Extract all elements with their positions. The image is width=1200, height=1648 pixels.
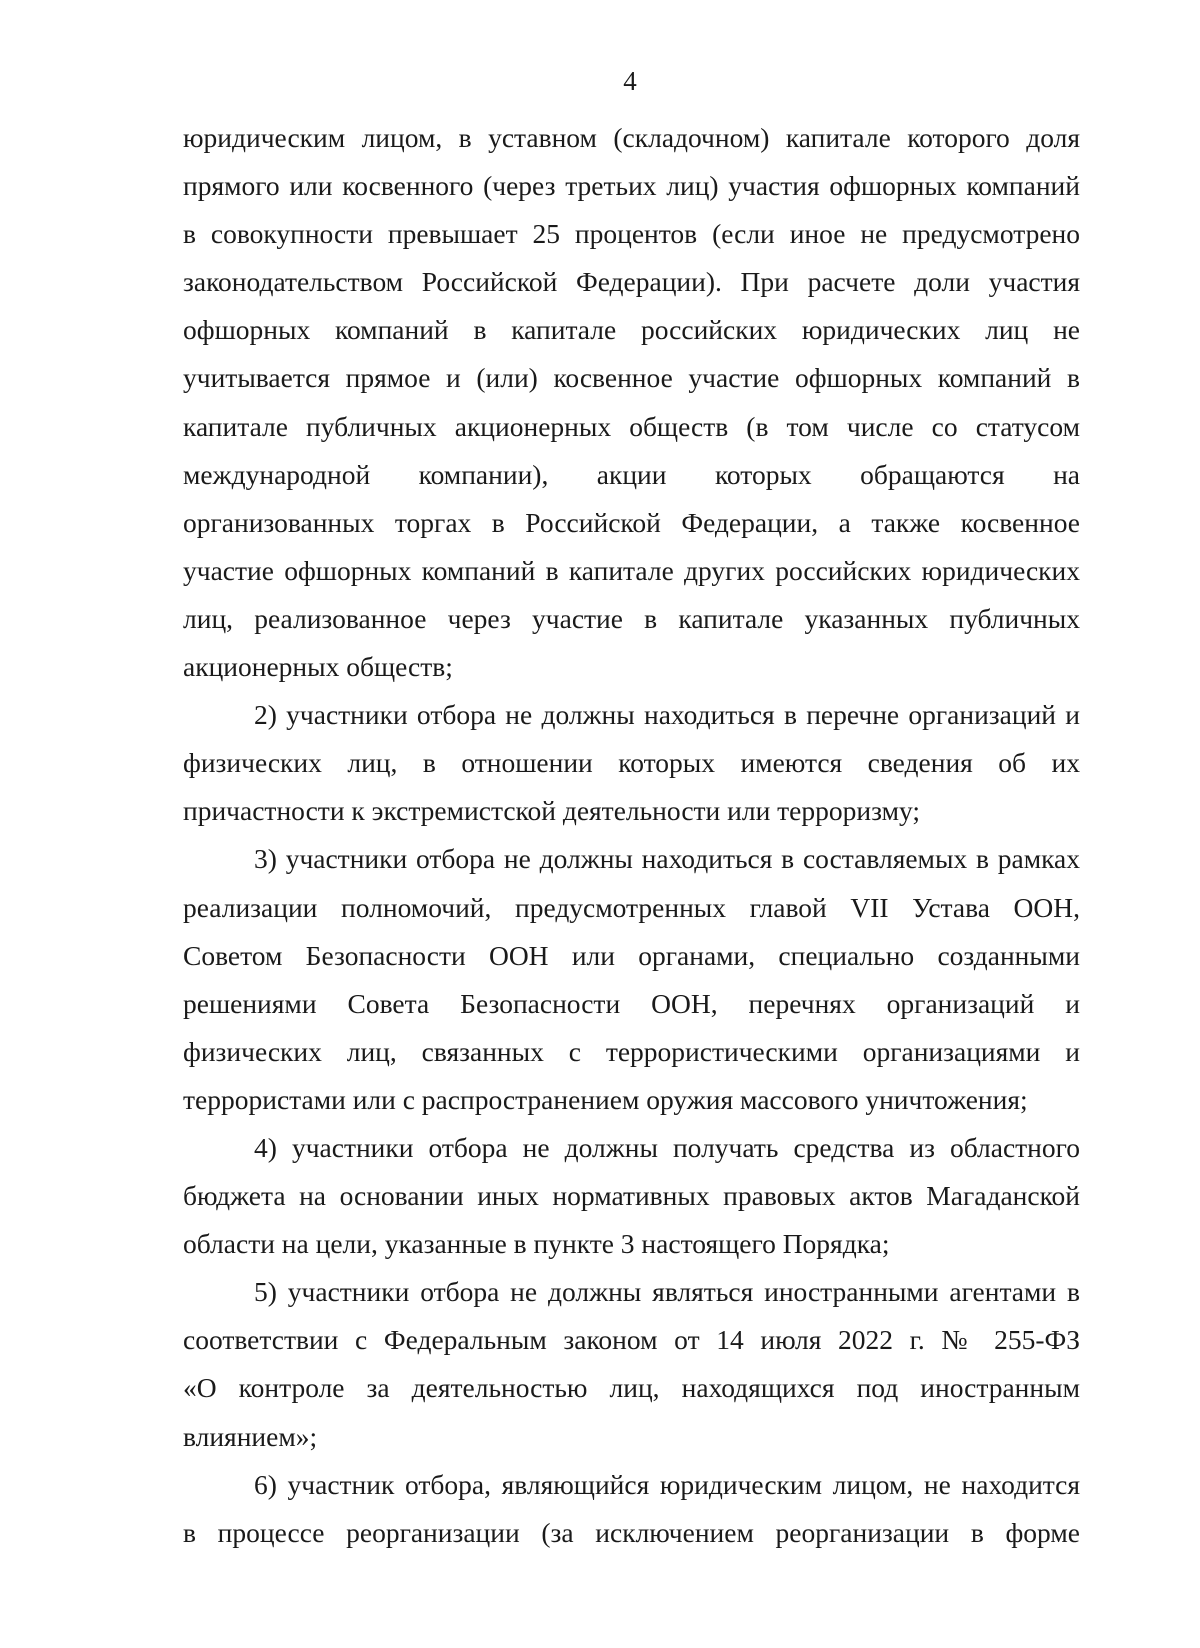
text-line: 6) участник отбора, являющийся юридическим лицом, не находится <box>254 1468 1080 1500</box>
text-line: участие офшорных компаний в капитале других российских юридических <box>183 554 1080 586</box>
text-line: лиц, реализованное через участие в капитале указанных публичных <box>183 602 1080 634</box>
text-line: учитывается прямое и (или) косвенное участие офшорных компаний в <box>183 362 1080 394</box>
text-line: реализации полномочий, предусмотренных главой VII Устава ООН, <box>183 891 1080 923</box>
page-number: 4 <box>623 66 637 96</box>
text-line: решениями Совета Безопасности ООН, перечнях организаций и <box>183 987 1080 1019</box>
text-line: «О контроле за деятельностью лиц, находящихся под иностранным <box>183 1372 1080 1404</box>
paragraph-p3 <box>183 835 1080 1124</box>
text-line: 5) участники отбора не должны являться иностранными агентами в <box>254 1276 1080 1308</box>
text-line: офшорных компаний в капитале российских юридических лиц не <box>183 314 1080 346</box>
text-line: физических лиц, связанных с террористическими организациями и <box>183 1035 1080 1067</box>
text-line: 3) участники отбора не должны находиться в составляемых в рамках <box>254 843 1080 875</box>
text-line: организованных торгах в Российской Федерации, а также косвенное <box>183 506 1080 538</box>
text-line: области на цели, указанные в пункте 3 настоящего Порядка; <box>183 1228 890 1260</box>
paragraph-p1 <box>183 114 1080 691</box>
text-line: международной компании), акции которых обращаются на <box>183 458 1080 490</box>
paragraph-p5 <box>183 1268 1080 1460</box>
paragraph-p2 <box>183 691 1080 835</box>
text-line: террористами или с распространением оружия массового уничтожения; <box>183 1083 1028 1115</box>
text-line: Советом Безопасности ООН или органами, специально созданными <box>183 939 1080 971</box>
text-line: влиянием»; <box>183 1420 318 1452</box>
text-line: акционерных обществ; <box>183 651 453 683</box>
text-line: бюджета на основании иных нормативных правовых актов Магаданской <box>183 1180 1080 1212</box>
text-line: 2) участники отбора не должны находиться в перечне организаций и <box>254 699 1080 731</box>
text-line: юридическим лицом, в уставном (складочном) капитале которого доля <box>183 122 1080 153</box>
text-line: в процессе реорганизации (за исключением реорганизации в форме <box>183 1516 1080 1548</box>
text-line: прямого или косвенного (через третьих лиц) участия офшорных компаний <box>183 170 1080 202</box>
document-body <box>183 114 1080 1557</box>
text-line: причастности к экстремистской деятельности или терроризму; <box>183 795 921 827</box>
text-line: капитале публичных акционерных обществ (в том числе со статусом <box>183 410 1080 442</box>
text-line: соответствии с Федеральным законом от 14 июля 2022 г. № 255-ФЗ <box>183 1324 1080 1356</box>
paragraph-p4 <box>183 1124 1080 1268</box>
paragraph-p6 <box>183 1461 1080 1557</box>
text-line: законодательством Российской Федерации). При расчете доли участия <box>183 266 1080 298</box>
text-line: физических лиц, в отношении которых имеются сведения об их <box>183 747 1080 779</box>
text-line: в совокупности превышает 25 процентов (если иное не предусмотрено <box>183 218 1080 250</box>
text-line: 4) участники отбора не должны получать средства из областного <box>254 1131 1080 1163</box>
